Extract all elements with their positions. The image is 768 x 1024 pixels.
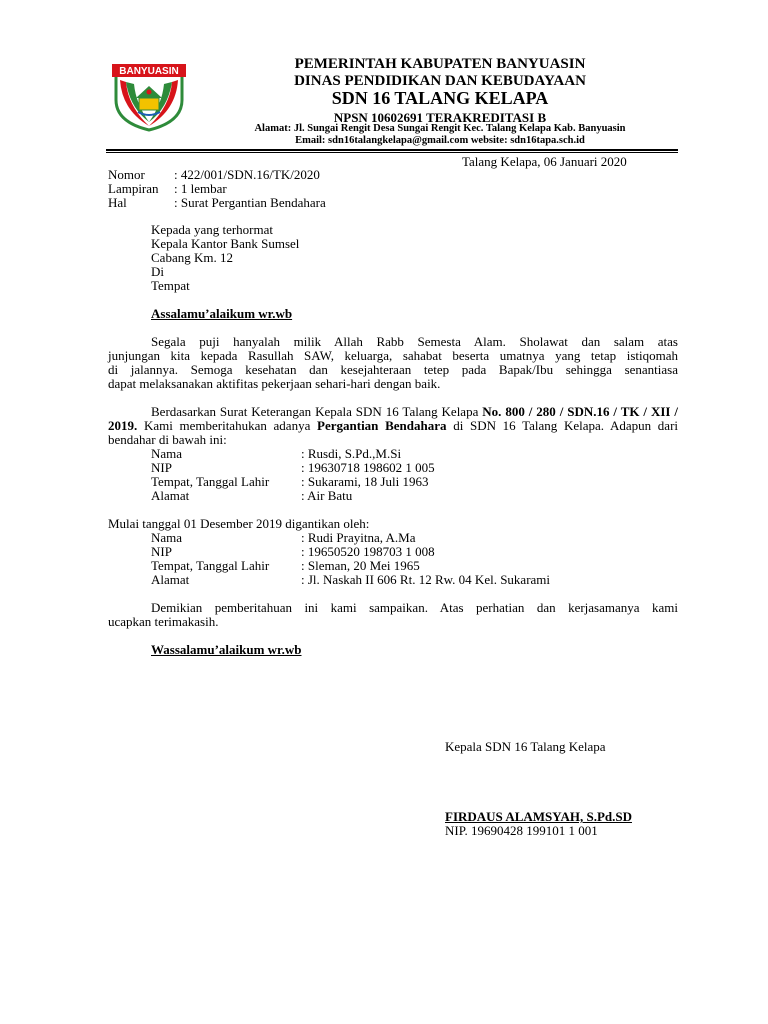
new-value-name: : Rudi Prayitna, A.Ma [301, 530, 416, 545]
old-value-address: : Air Batu [301, 488, 353, 503]
meta-value-nomor: : 422/001/SDN.16/TK/2020 [174, 167, 320, 182]
paragraph-line: dapat melaksanakan aktifitas pekerjaan sehari-hari dengan baik. [108, 376, 441, 391]
paragraph-line: ucapkan terimakasih. [108, 614, 219, 629]
signature-name: FIRDAUS ALAMSYAH, S.Pd.SD [445, 809, 632, 824]
paragraph-line: junjungan kita kepada Rasullah SAW, keluarga, sahabat beserta umatnya yang tetap istiqomah [108, 348, 678, 363]
paragraph-line: Demikian pemberitahuan ini kami sampaikan. Atas perhatian dan kerjasamanya kami [151, 600, 678, 615]
paragraph-text: di SDN 16 Talang Kelapa. Adapun dari bendahar di bawah ini: [108, 418, 679, 447]
old-label-address: Alamat [151, 488, 190, 503]
new-value-birth: : Sleman, 20 Mei 1965 [301, 558, 420, 573]
signature-nip: NIP. 19690428 199101 1 001 [445, 823, 598, 838]
new-label-address: Alamat [151, 572, 190, 587]
old-label-name: Nama [151, 446, 183, 461]
new-label-name: Nama [151, 530, 183, 545]
decree-number: No. 800 / 280 / SDN.16 / TK / XII / 2019. [108, 404, 678, 433]
recipient-line: Tempat [151, 278, 190, 293]
new-value-nip: : 19650520 198703 1 008 [301, 544, 435, 559]
old-value-birth: : Sukarami, 18 Juli 1963 [301, 474, 429, 489]
closing-greeting: Wassalamu’alaikum wr.wb [151, 642, 302, 657]
letterhead-npsn: NPSN 10602691 TERAKREDITASI B [333, 110, 547, 125]
new-value-address: : Jl. Naskah II 606 Rt. 12 Rw. 04 Kel. Sukarami [301, 572, 551, 587]
recipient-line: Di [151, 264, 164, 279]
letterhead-school: SDN 16 TALANG KELAPA [331, 88, 549, 108]
paragraph-closing [108, 601, 678, 629]
old-value-name: : Rusdi, S.Pd.,M.Si [301, 446, 402, 461]
letterhead-department: DINAS PENDIDIKAN DAN KEBUDAYAAN [294, 73, 586, 89]
paragraph-line: di jalannya. Semoga kesehatan dan kesejahteraan tetep pada Bapak/Ibu sehingga senantiasa [108, 362, 678, 377]
recipient-line: Kepada yang terhormat [151, 222, 274, 237]
old-value-nip: : 19630718 198602 1 005 [301, 460, 435, 475]
paragraph-text: Kami memberitahukan adanya [143, 418, 311, 433]
subject-highlight: Pergantian Bendahara [317, 418, 447, 433]
letterhead-address: Alamat: Jl. Sungai Rengit Desa Sungai Rengit Kec. Talang Kelapa Kab. Banyuasin [254, 123, 626, 134]
meta-value-hal: : Surat Pergantian Bendahara [174, 195, 326, 210]
replaced-by-text: Mulai tanggal 01 Desember 2019 digantikan oleh: [108, 516, 370, 531]
logo-text: BANYUASIN [119, 66, 179, 77]
letterhead-rule-thick [106, 149, 678, 151]
new-label-nip: NIP [151, 544, 172, 559]
letterhead-government: PEMERINTAH KABUPATEN BANYUASIN [294, 56, 586, 72]
new-label-birth: Tempat, Tanggal Lahir [151, 558, 270, 573]
recipient-line: Cabang Km. 12 [151, 250, 233, 265]
signature-position: Kepala SDN 16 Talang Kelapa [445, 739, 606, 754]
meta-value-lampiran: : 1 lembar [174, 181, 227, 196]
greeting: Assalamu’alaikum wr.wb [151, 306, 293, 321]
old-label-birth: Tempat, Tanggal Lahir [151, 474, 270, 489]
paragraph-opening [108, 335, 678, 391]
paragraph-text: Berdasarkan Surat Keterangan Kepala SDN 16 Talang Kelapa [151, 404, 479, 419]
meta-label-nomor: Nomor [108, 167, 145, 182]
letterhead-rule-thin [106, 152, 678, 153]
letterhead-email: Email: sdn16talangkelapa@gmail.com website: sdn16tapa.sch.id [295, 135, 585, 146]
meta-label-lampiran: Lampiran [108, 181, 159, 196]
paragraph-basis [108, 405, 678, 447]
recipient-line: Kepala Kantor Bank Sumsel [151, 236, 300, 251]
meta-label-hal: Hal [108, 195, 127, 210]
old-label-nip: NIP [151, 460, 172, 475]
paragraph-line: Segala puji hanyalah milik Allah Rabb Semesta Alam. Sholawat dan salam atas [151, 334, 678, 349]
date-place: Talang Kelapa, 06 Januari 2020 [462, 154, 627, 169]
